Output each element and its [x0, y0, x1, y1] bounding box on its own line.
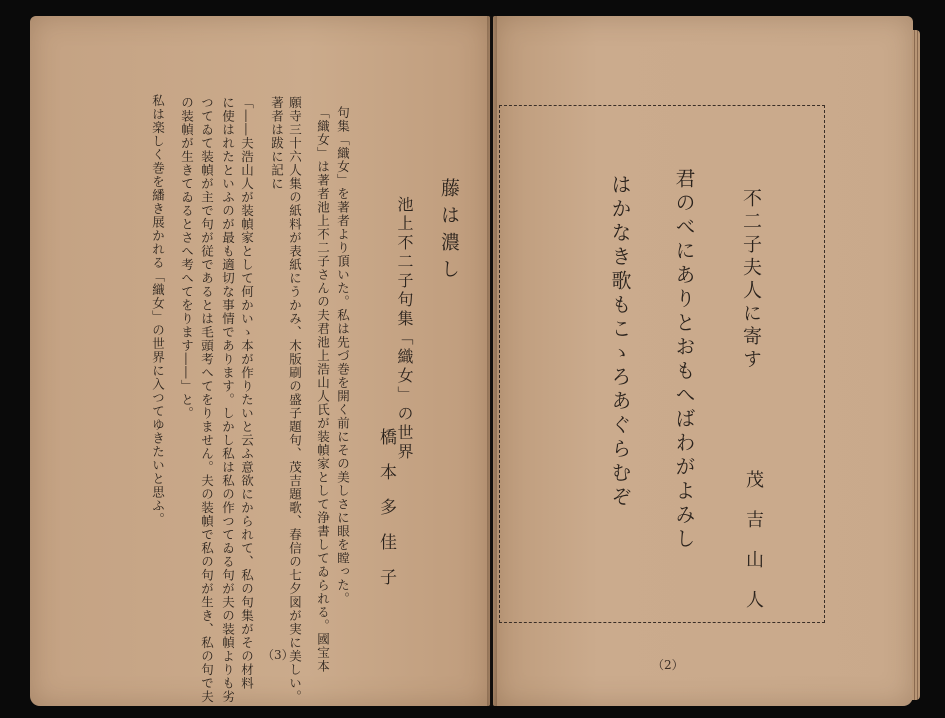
body-line-6: に使はれたといふのが最も適切な事情であります。しかし私は私の作つてゐる句が夫の装幀よりも劣	[220, 96, 236, 704]
body-line-7: つてゐて装幀が主で句が従であるとは毛頭考へてをりません。夫の装幀で私の句が生き、私の句で夫	[199, 96, 215, 704]
book-gutter	[487, 16, 497, 706]
body-line-2: 「織女」は著者池上不二子さんの夫君池上浩山人氏が装幀家として浄書してゐられる。國宝本	[315, 106, 331, 673]
body-line-3: 願寺三十六人集の紙料が表紙にうかみ、木版刷の盛子題句、茂吉題歌、春信の七夕図が実に美しい。	[287, 96, 303, 704]
essay-subtitle: 池上不二子句集「織女」の世界	[395, 196, 414, 462]
body-line-5: 「――夫浩山人が装幀家として何かいゝ本が作りたいと云ふ意欲にかられて、私の句集がその材料	[239, 96, 255, 690]
poet-signature: 茂吉山人	[743, 470, 764, 630]
essay-author: 橋本多佳子	[376, 428, 396, 603]
left-page-number: （3）	[262, 648, 294, 662]
poem-line-2: はかなき歌もこゝろあぐらむぞ	[608, 174, 632, 510]
body-line-8: の装幀が生きてゐるとさへ考へてをります――」と。	[179, 96, 195, 420]
poem-line-1: 君のべにありとおもへばわがよみし	[672, 168, 696, 552]
body-line-4: 著者は跋に記に	[269, 96, 285, 191]
page-edges	[912, 30, 920, 700]
poem-frame	[499, 105, 825, 623]
left-page	[30, 16, 490, 706]
right-page-number: （2）	[652, 658, 684, 672]
body-line-1: 句集「織女」を著者より頂いた。私は先づ巻を開く前にその美しさに眼を瞠った。	[335, 106, 351, 606]
essay-title: 藤は濃し	[438, 178, 460, 286]
body-line-9: 私は楽しく巻を繙き展かれる「織女」の世界に入つてゆきたいと思ふ。	[150, 94, 166, 526]
dedication: 不二子夫人に寄す	[740, 188, 762, 372]
